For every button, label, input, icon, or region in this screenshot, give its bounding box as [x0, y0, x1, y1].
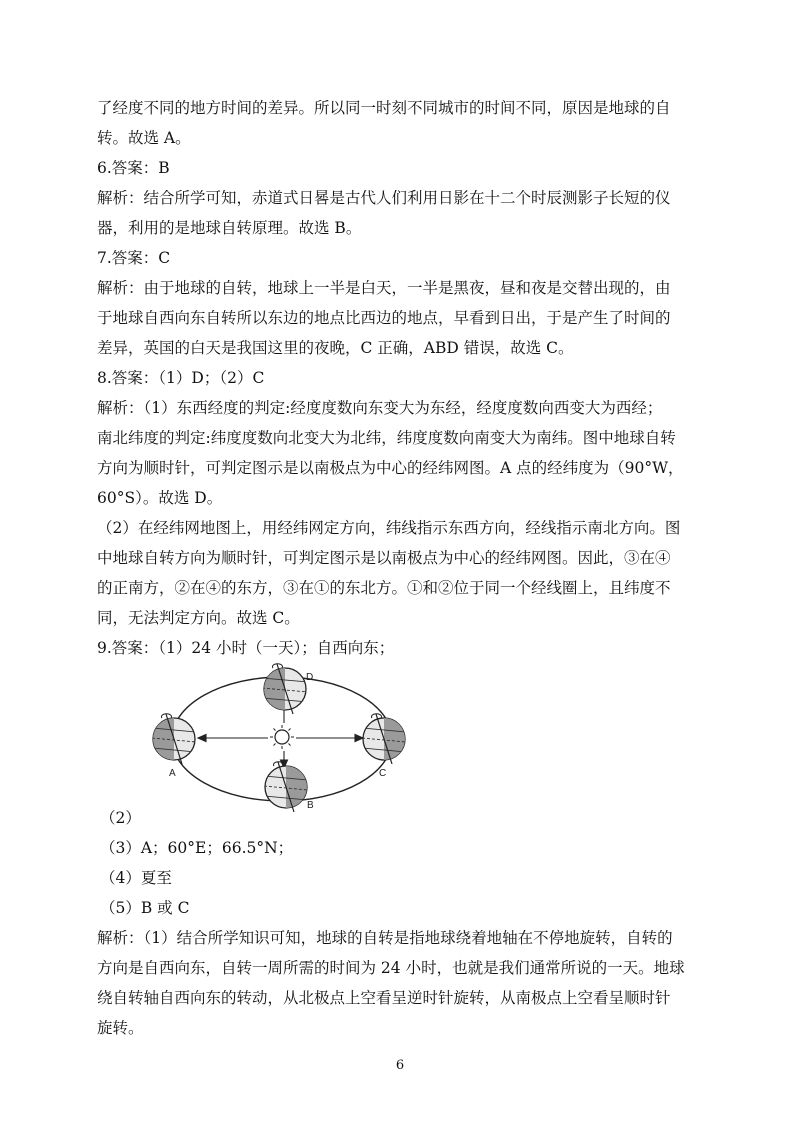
text-line: 旋转。 [97, 1019, 144, 1037]
text-line: 了经度不同的地方时间的差异。所以同一时刻不同城市的时间不同，原因是地球的自 [97, 99, 671, 117]
text-line: 9.答案：（1）24 小时（一天）；自西向东； [97, 639, 395, 657]
text-line: 器，利用的是地球自转原理。故选 B。 [97, 219, 362, 237]
label-a: A [169, 768, 176, 779]
text-line: （4）夏至 [100, 869, 172, 887]
sun-icon [270, 725, 294, 749]
text-line: 6.答案：B [97, 159, 170, 177]
text-line: （5）B 或 C [100, 899, 190, 917]
text-line: 同，无法判定方向。故选 C。 [97, 609, 300, 627]
label-b: B [307, 800, 314, 811]
text-line: 60°S）。故选 D。 [97, 489, 223, 507]
text-line: 差异，英国的白天是我国这里的夜晚，C 正确，ABD 错误，故选 C。 [97, 339, 574, 357]
text-line: 中地球自转方向为顺时针，可判定图示是以南极点为中心的经纬网图。因此，③在④ [97, 549, 671, 567]
earth-d [262, 664, 308, 714]
earth-c [362, 714, 406, 764]
text-line: 转。故选 A。 [97, 129, 191, 147]
earth-a [152, 714, 196, 764]
text-line: 解析：结合所学可知，赤道式日晷是古代人们利用日影在十二个时辰测影子长短的仪 [97, 189, 671, 207]
label-d: D [306, 672, 314, 683]
text-line: 的正南方，②在④的东方，③在①的东北方。①和②位于同一个经线圈上，且纬度不 [97, 579, 671, 597]
text-line: 8.答案：（1）D；（2）C [97, 369, 265, 387]
earth-b [264, 762, 308, 812]
text-line: 绕自转轴自西向东的转动，从北极点上空看呈逆时针旋转，从南极点上空看呈顺时针 [97, 989, 671, 1007]
text-line: 解析：（1）东西经度的判定:经度度数向东变大为东经，经度度数向西变大为西经； [97, 399, 663, 417]
text-line: 方向为顺时针，可判定图示是以南极点为中心的经纬网图。A 点的经纬度为（90°W， [97, 459, 684, 477]
text-line: 解析：（1）结合所学知识可知，地球的自转是指地球绕着地轴在不停地旋转，自转的 [97, 929, 673, 947]
page-number: 6 [395, 1058, 405, 1073]
earth-orbit-diagram [152, 652, 412, 817]
text-line: 于地球自西向东自转所以东边的地点比西边的地点，早看到日出，于是产生了时间的 [97, 309, 671, 327]
text-line: 南北纬度的判定:纬度度数向北变大为北纬，纬度度数向南变大为南纬。图中地球自转 [97, 429, 676, 447]
text-line: 7.答案：C [97, 249, 171, 267]
text-line: （2） [100, 809, 141, 827]
text-line: （2）在经纬网地图上，用经纬网定方向，纬线指示东西方向，经线指示南北方向。图 [97, 519, 681, 537]
text-line: 解析：由于地球的自转，地球上一半是白天，一半是黑夜，昼和夜是交替出现的，由 [97, 279, 671, 297]
label-c: C [379, 768, 387, 779]
text-line: （3）A；60°E；66.5°N； [100, 839, 294, 857]
text-line: 方向是自西向东，自转一周所需的时间为 24 小时，也就是我们通常所说的一天。地球 [97, 959, 685, 977]
